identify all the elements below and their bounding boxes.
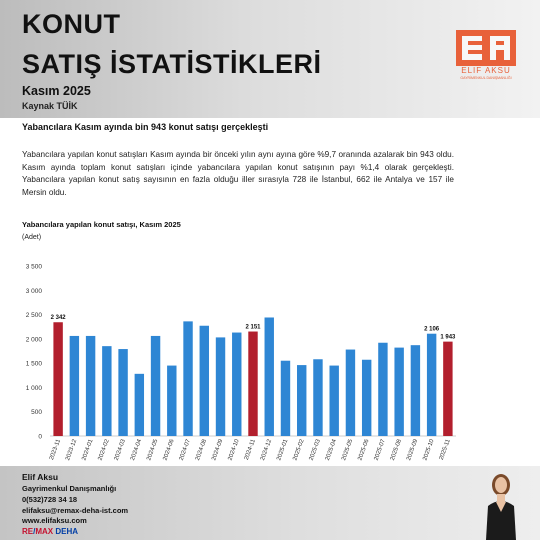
bar xyxy=(329,366,338,436)
article-headline: Yabancılara Kasım ayında bin 943 konut satışı gerçekleşti xyxy=(22,122,269,132)
y-tick-label: 500 xyxy=(31,409,42,417)
bar xyxy=(248,332,257,436)
data-label: 2 151 xyxy=(245,324,261,331)
bar xyxy=(216,337,225,436)
brand-slash-text: / xyxy=(33,527,36,536)
x-tick-label: 2024-11 xyxy=(243,438,257,461)
bar xyxy=(411,345,420,436)
x-tick-label: 2025-01 xyxy=(276,438,290,462)
x-tick-label: 2025-05 xyxy=(341,438,355,462)
x-tick-label: 2024-02 xyxy=(97,438,111,462)
y-tick-label: 2 000 xyxy=(25,336,42,344)
email-link[interactable]: elifaksu@remax-deha-ist.com xyxy=(22,506,129,515)
bar xyxy=(70,336,79,436)
x-tick-label: 2024-05 xyxy=(146,438,160,462)
y-tick-label: 0 xyxy=(38,433,42,441)
phone-number[interactable]: 0(532)728 34 18 xyxy=(22,495,78,504)
x-tick-label: 2025-06 xyxy=(357,438,371,462)
bar-chart xyxy=(0,250,540,466)
x-tick-label: 2025-10 xyxy=(422,438,436,462)
brand-office-text: DEHA xyxy=(55,527,79,536)
website-link[interactable]: www.elifaksu.com xyxy=(22,516,87,525)
bar xyxy=(102,346,111,436)
bar xyxy=(183,321,192,436)
x-tick-label: 2025-09 xyxy=(406,438,420,462)
bar xyxy=(394,348,403,436)
x-tick-label: 2025-02 xyxy=(292,438,306,462)
brand-max-text: MAX xyxy=(35,527,54,536)
y-tick-label: 1 000 xyxy=(25,384,42,392)
x-tick-label: 2023-11 xyxy=(48,438,62,461)
bar xyxy=(297,365,306,436)
x-tick-label: 2024-09 xyxy=(211,438,225,462)
y-tick-label: 3 500 xyxy=(25,263,42,271)
period-subtitle: Kasım 2025 xyxy=(22,84,91,98)
chart-title: Yabancılara yapılan konut satışı, Kasım 2025 xyxy=(22,220,181,229)
logo-name: ELIF AKSU xyxy=(461,66,511,75)
agent-photo xyxy=(478,472,524,540)
x-tick-label: 2024-07 xyxy=(178,438,192,462)
remax-deha-brand xyxy=(22,527,78,536)
footer-banner xyxy=(0,466,540,540)
x-tick-label: 2023-12 xyxy=(65,438,79,462)
bar xyxy=(443,342,452,436)
y-tick-label: 1 500 xyxy=(25,360,42,368)
x-tick-label: 2024-03 xyxy=(113,438,127,462)
chart-unit: (Adet) xyxy=(22,234,42,241)
bar xyxy=(118,349,127,436)
x-tick-label: 2024-04 xyxy=(130,438,144,462)
x-tick-label: 2024-06 xyxy=(162,438,176,462)
page-title-line-2: SATIŞ İSTATİSTİKLERİ xyxy=(22,49,322,79)
ea-logo-icon xyxy=(456,30,516,66)
x-tick-label: 2025-07 xyxy=(373,438,387,462)
bar xyxy=(151,336,160,436)
bar xyxy=(86,336,95,436)
bar xyxy=(167,366,176,436)
bar xyxy=(135,374,144,436)
x-tick-label: 2024-01 xyxy=(81,438,95,462)
x-tick-label: 2024-10 xyxy=(227,438,241,462)
bar xyxy=(232,333,241,436)
data-source: Kaynak TÜİK xyxy=(22,101,78,111)
agent-name: Elif Aksu xyxy=(22,472,59,482)
bar xyxy=(200,326,209,436)
bar xyxy=(362,360,371,436)
bar xyxy=(53,322,62,436)
page-title-line-1: KONUT xyxy=(22,9,121,39)
x-tick-label: 2025-03 xyxy=(308,438,322,462)
y-tick-label: 3 000 xyxy=(25,287,42,295)
x-tick-label: 2025-11 xyxy=(438,438,452,461)
bar xyxy=(427,334,436,436)
data-label: 1 943 xyxy=(440,334,456,341)
bar xyxy=(281,361,290,436)
brand-logo xyxy=(456,30,516,80)
x-tick-label: 2024-12 xyxy=(259,438,274,462)
bar xyxy=(346,350,355,436)
data-label: 2 106 xyxy=(424,326,440,333)
x-tick-label: 2024-08 xyxy=(194,438,209,462)
x-tick-label: 2025-04 xyxy=(324,438,339,462)
article-body: Yabancılara yapılan konut satışları Kasım ayında bir önceki yılın aynı ayına göre %9,7 oranında azalarak bin 943 oldu. Kasım ayında toplam konut satışları içinde yabancılara yapılan konut satışının payı %1,4 olarak gerçekleşti. Yabancılara yapılan konut satış sayısının en fazla olduğu iller sırasıyla 728 ile İstanbul, 662 ile Antalya ve 157 ile Mersin oldu. xyxy=(22,150,454,198)
brand-remax-text: RE xyxy=(22,527,34,536)
y-tick-label: 2 500 xyxy=(25,312,42,320)
data-label: 2 342 xyxy=(50,315,66,322)
bar xyxy=(378,343,387,436)
bar xyxy=(265,317,274,436)
x-tick-label: 2025-08 xyxy=(389,438,404,462)
agent-title: Gayrimenkul Danışmanlığı xyxy=(22,484,117,493)
bar xyxy=(313,359,322,436)
logo-tagline: GAYRİMENKUL DANIŞMANLIĞI xyxy=(460,76,512,80)
